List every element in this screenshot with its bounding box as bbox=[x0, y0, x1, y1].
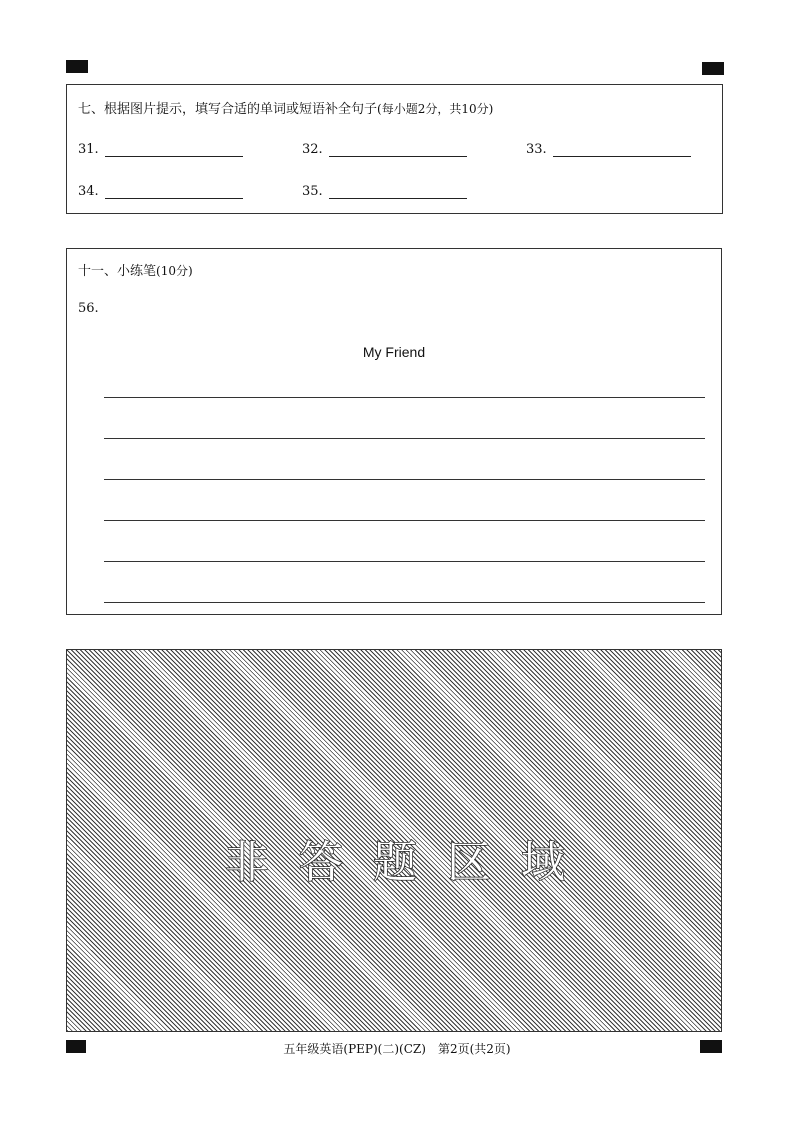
question-number-31: 31. bbox=[78, 142, 99, 157]
writing-line-5[interactable] bbox=[104, 561, 705, 562]
answer-blank-34[interactable] bbox=[105, 198, 243, 199]
section-7-box bbox=[66, 84, 723, 214]
essay-title: My Friend bbox=[362, 344, 426, 360]
footer-subject: 五年级英语(PEP)(二)(CZ) bbox=[283, 1042, 426, 1056]
writing-line-6[interactable] bbox=[104, 602, 705, 603]
zone-char-4: 区 bbox=[447, 837, 491, 888]
question-number-34: 34. bbox=[78, 184, 99, 199]
writing-line-4[interactable] bbox=[104, 520, 705, 521]
section-7-title bbox=[78, 98, 493, 117]
registration-mark-top-left bbox=[66, 60, 88, 73]
registration-mark-top-right bbox=[702, 62, 724, 75]
question-number-35: 35. bbox=[302, 184, 323, 199]
question-number-33: 33. bbox=[526, 142, 547, 157]
section-11-title-text: 十一、小练笔 bbox=[78, 264, 157, 279]
section-11-score-note: (10分) bbox=[156, 264, 193, 278]
answer-blank-35[interactable] bbox=[329, 198, 467, 199]
answer-blank-31[interactable] bbox=[105, 156, 243, 157]
zone-char-2: 答 bbox=[299, 837, 343, 888]
writing-line-3[interactable] bbox=[104, 479, 705, 480]
answer-blank-33[interactable] bbox=[553, 156, 691, 157]
section-11-box bbox=[66, 248, 722, 615]
answer-blank-32[interactable] bbox=[329, 156, 467, 157]
writing-line-2[interactable] bbox=[104, 438, 705, 439]
zone-char-1: 非 bbox=[225, 837, 269, 888]
question-number-56: 56. bbox=[78, 301, 99, 316]
writing-line-1[interactable] bbox=[104, 397, 705, 398]
zone-char-3: 题 bbox=[373, 837, 417, 888]
section-7-title-text: 七、根据图片提示，填写合适的单词或短语补全句子 bbox=[78, 102, 378, 117]
section-7-score-note: (每小题2分，共10分) bbox=[377, 102, 494, 116]
non-answer-zone bbox=[66, 649, 722, 1032]
zone-char-5: 域 bbox=[521, 837, 565, 888]
footer-page-number: 第2页(共2页) bbox=[437, 1042, 511, 1056]
section-11-title bbox=[78, 260, 193, 279]
page-footer bbox=[0, 1040, 794, 1057]
question-number-32: 32. bbox=[302, 142, 323, 157]
